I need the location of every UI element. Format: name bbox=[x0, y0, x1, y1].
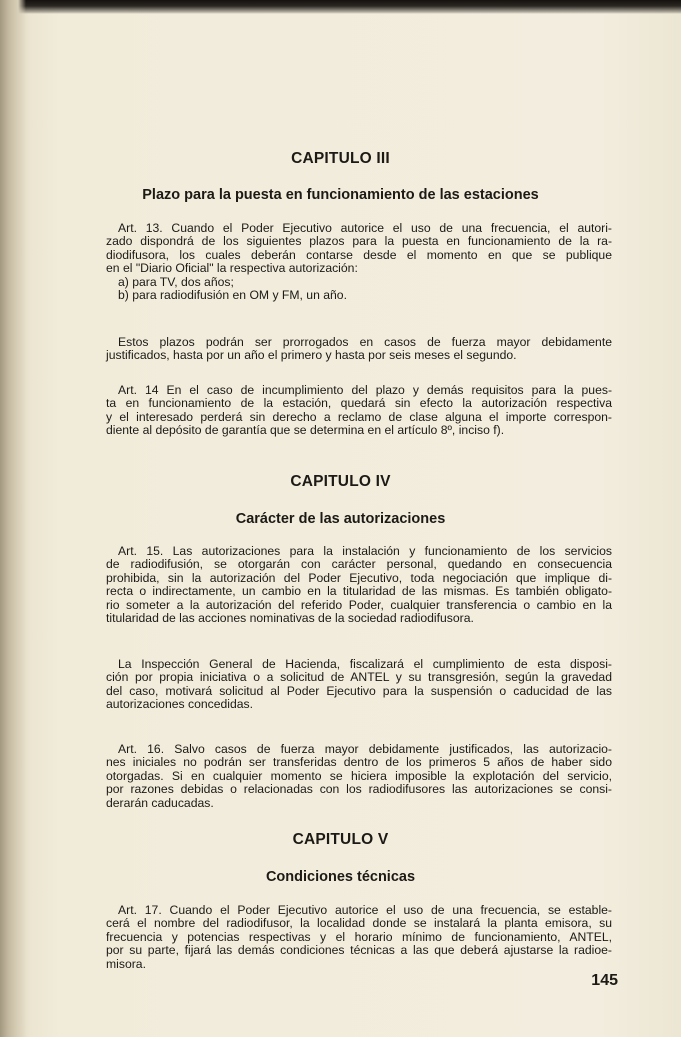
text-line: de radiodifusión, se otorgarán con carácter personal, quedando en consecuencia bbox=[106, 557, 612, 572]
text-line: por su parte, fijará las demás condiciones técnicas a las que deberá ajustarse la radioe- bbox=[106, 943, 612, 958]
chapter-3-subtitle: Plazo para la puesta en funcionamiento de las estaciones bbox=[142, 187, 539, 203]
article-15 bbox=[106, 545, 612, 625]
text-line: por razones debidas o relacionadas con los radiodifusores las autorizaciones se consi- bbox=[106, 782, 612, 797]
text-line: Art. 17. Cuando el Poder Ejecutivo autorice el uso de una frecuencia, se estable- bbox=[118, 903, 612, 917]
text-line: diente al depósito de garantía que se determina en el artículo 8º, inciso f). bbox=[106, 423, 505, 438]
article-13 bbox=[106, 222, 612, 302]
top-edge-shadow bbox=[0, 0, 681, 14]
text-line: Art. 15. Las autorizaciones para la instalación y funcionamiento de los servicios bbox=[118, 544, 612, 558]
chapter-5-heading: CAPITULO V bbox=[292, 831, 389, 848]
plazos-paragraph bbox=[106, 336, 612, 363]
text-line: autorizaciones concedidas. bbox=[106, 697, 254, 712]
text-line: b) para radiodifusión en OM y FM, un año. bbox=[118, 288, 347, 303]
text-line: frecuencia y potencias respectivas y el horario mínimo de funcionamiento, ANTEL, bbox=[106, 929, 612, 944]
text-line: rio someter a la autorización del referido Poder, cualquier transferencia o cambio en la bbox=[106, 597, 612, 612]
text-line: Estos plazos podrán ser prorrogados en casos de fuerza mayor debidamente bbox=[118, 335, 612, 349]
text-line: prohibida, sin la autorización del Poder Ejecutivo, toda negociación que implique di- bbox=[106, 570, 612, 585]
text-line: derarán caducadas. bbox=[106, 795, 214, 810]
text-line: diodifusora, los cuales deberán contarse desde el momento en que se publique bbox=[106, 247, 612, 262]
article-14 bbox=[106, 384, 612, 438]
text-line: Art. 14 En el caso de incumplimiento del plazo y demás requisitos para la pues- bbox=[118, 383, 612, 397]
chapter-5-subtitle: Condiciones técnicas bbox=[265, 869, 416, 885]
inspeccion-paragraph bbox=[106, 658, 612, 712]
chapter-4-subtitle: Carácter de las autorizaciones bbox=[235, 511, 446, 527]
text-line: zado dispondrá de los siguientes plazos para la puesta en funcionamiento de la ra- bbox=[106, 234, 612, 249]
text-line: ción por propia iniciativa o a solicitud de ANTEL y su transgresión, según la gravedad bbox=[106, 670, 612, 685]
text-line: recta o indirectamente, un cambio en la titularidad de las mismas. Es también obligato- bbox=[106, 584, 612, 599]
article-17 bbox=[106, 904, 612, 971]
text-line: en el "Diario Oficial" la respectiva autorización: bbox=[106, 261, 358, 276]
text-line: cerá el nombre del radiodifusor, la localidad donde se instalará la planta emisora, su bbox=[106, 916, 612, 931]
text-line: titularidad de las acciones nominativas de la sociedad radiodifusora. bbox=[106, 611, 474, 626]
chapter-3-heading: CAPITULO III bbox=[291, 150, 390, 167]
text-line: La Inspección General de Hacienda, fiscalizará el cumplimiento de esta disposi- bbox=[118, 657, 612, 671]
text-line: Art. 13. Cuando el Poder Ejecutivo autorice el uso de una frecuencia, el autori- bbox=[118, 221, 612, 235]
text-line: misora. bbox=[106, 956, 146, 971]
chapter-4-heading: CAPITULO IV bbox=[290, 473, 391, 490]
text-line: justificados, hasta por un año el primero y hasta por seis meses el segundo. bbox=[106, 348, 517, 363]
text-line: nes iniciales no podrán ser transferidas dentro de los primeros 5 años de haber sido bbox=[106, 755, 612, 770]
article-16 bbox=[106, 743, 612, 810]
text-line: ta en funcionamiento de la estación, quedará sin efecto la autorización respectiva bbox=[106, 396, 612, 411]
text-line: a) para TV, dos años; bbox=[118, 274, 234, 289]
text-line: y el interesado perderá sin derecho a reclamo de clase alguna el importe correspon- bbox=[106, 409, 612, 424]
text-line: otorgadas. Si en cualquier momento se hiciera imposible la explotación del servicio, bbox=[106, 768, 612, 783]
page-number: 145 bbox=[591, 972, 618, 989]
text-line: Art. 16. Salvo casos de fuerza mayor debidamente justificados, las autorizacio- bbox=[118, 742, 612, 756]
text-line: del caso, motivará solicitud al Poder Ejecutivo para la suspensión o caducidad de las bbox=[106, 683, 612, 698]
